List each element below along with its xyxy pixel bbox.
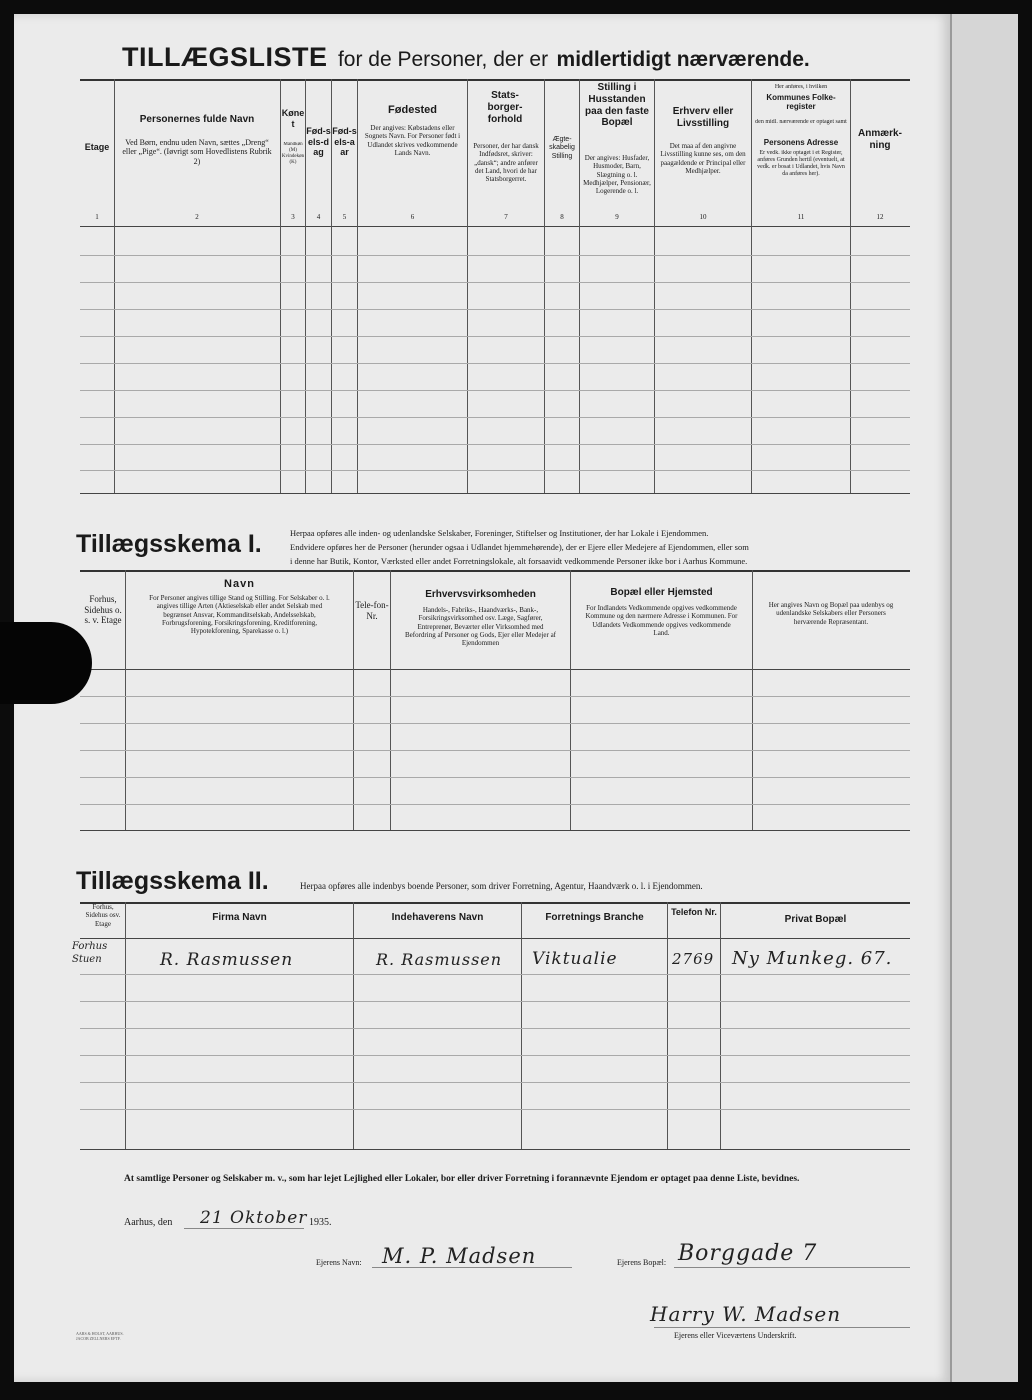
skema1-intro-line-3: i denne har Butik, Kontor, Værksted eller andet Forretningslokale, alt forsaavidt vedkommende Personer ikke bor i Aarhus Kommune. (290, 556, 748, 566)
col-erhverv-header: Erhverv eller Livsstilling (672, 106, 734, 129)
page-title (122, 42, 810, 73)
title-main: TILLÆGSLISTE (122, 42, 328, 72)
col-anmaerkning-header: Anmærk-ning (858, 128, 902, 151)
col-12-number: 12 (876, 213, 884, 221)
signature-handwritten: Harry W. Madsen (650, 1302, 842, 1326)
col-statsborger-header: Stats-borger-forhold (487, 90, 523, 125)
date-handwritten: 21 Oktober (200, 1208, 308, 1228)
skema2-row-branche: Viktualie (532, 949, 618, 969)
col-navn-desc: Ved Børn, endnu uden Navn, sættes „Dreng“ eller „Pige“. (Iøvrigt som Hovedlistens Rubrik 2) (122, 138, 272, 166)
signature-label: Ejerens eller Viceværtens Underskrift. (674, 1331, 797, 1340)
owner-name-label: Ejerens Navn: (316, 1258, 362, 1267)
skema2-intro: Herpaa opføres alle indenbys boende Personer, som driver Forretning, Agentur, Haandværk o. l. i Ejendommen. (300, 881, 703, 891)
col-6-number: 6 (410, 213, 415, 221)
col-etage-header: Etage (84, 142, 110, 152)
skema1-navn-header: Navn (224, 578, 255, 590)
skema1-erhverv-desc: Handels-, Fabriks-, Haandværks-, Bank-, Forsikringsvirksomhed osv. Læge, Sagfører, Entreprenør, Beværter eller Virksomhed med Befordring af Personer og Gods, Ejer eller Medejer af Ejendommen (404, 606, 557, 647)
adjacent-page-edge (952, 14, 1018, 1382)
skema1-repraesentant-desc: Her angives Navn og Bopæl paa udenbys og udenlandske Selskabers eller Personers herværende Repræsentant. (768, 601, 894, 626)
col-navn-header: Personernes fulde Navn (139, 114, 255, 125)
skema1-intro-line-1: Herpaa opføres alle inden- og udenlandske Selskaber, Foreninger, Stiftelser og Institutioner, der har Lokale i Ejendommen. (290, 528, 709, 538)
place-label: Aarhus, den (124, 1217, 173, 1228)
col-foedselsdag-header: Fød-sels-dag (306, 126, 331, 158)
skema2-firma-header: Firma Navn (212, 912, 267, 923)
col-register-mid: den midl. nærværende er optaget samt (755, 119, 847, 125)
skema2-indehaver-header: Indehaverens Navn (391, 912, 484, 923)
col-foedselsaar-header: Fød-sels-aar (332, 126, 357, 158)
title-end: midlertidigt nærværende. (556, 48, 810, 71)
col-koen-desc: Mandkøn (M) Kvindekøn (K) (281, 142, 305, 165)
col-koen-header: Kønet (281, 108, 305, 129)
skema1-bopael-desc: For Indlandets Vedkommende opgives vedkommende Kommune og den nærmere Adresse i Kommunen. For Udlandets Vedkommende opgives vedkommende Land. (585, 604, 738, 637)
skema1-title: Tillægsskema I. (76, 530, 262, 558)
skema2-row-firma: R. Rasmussen (160, 950, 294, 970)
col-8-number: 8 (560, 213, 564, 221)
owner-address-label: Ejerens Bopæl: (617, 1258, 667, 1267)
col-5-number: 5 (342, 213, 347, 221)
skema2-bopael-header: Privat Bopæl (784, 914, 847, 925)
col-register-desc: Er vedk. ikke optaget i et Register, anføres Grunden hertil (eventuelt, at vedk. er bosat i Udlandet, hvis Navn da anføres her). (757, 150, 845, 178)
col-7-number: 7 (504, 213, 508, 221)
skema1-etage-header: Forhus, Sidehus o. s. v. Etage (84, 594, 122, 626)
col-husstand-header: Stilling i Husstanden paa den faste Bopæl (585, 82, 649, 129)
skema2-branche-header: Forretnings Branche (545, 912, 644, 923)
col-4-number: 4 (316, 213, 321, 221)
col-10-number: 10 (699, 213, 707, 221)
skema2-row-indehaver: R. Rasmussen (376, 950, 503, 969)
col-statsborger-desc: Personer, der har dansk Indfødsret, skriver: „dansk“; andre anfører det Land, hvori de har Statsborgerret. (473, 142, 539, 183)
col-erhverv-desc: Det maa af den angivne Livsstilling kunne ses, om den paagældende er Principal eller Medhjælper. (660, 142, 746, 175)
year-text: 1935. (309, 1217, 332, 1228)
title-mid: for de Personer, der er (337, 48, 549, 71)
skema1-navn-desc: For Personer angives tillige Stand og Stilling. For Selskaber o. l. angives tillige Arten (Aktieselskab eller andet Selskab med begrænset Ansvar, Kommanditselskab, Andelsselskab, Forbrugsforening, Forsikringsforening, Kreditforening, Hypotekforening, Sparekasse o. l.) (149, 594, 330, 635)
col-husstand-desc: Der angives: Husfader, Husmoder, Barn, Slægtning o. l. Medhjælper, Pensionær, Logerende o. l. (583, 154, 651, 195)
skema1-bopael-header: Bopæl eller Hjemsted (610, 587, 713, 598)
col-3-number: 3 (291, 213, 295, 221)
skema1-intro-line-2: Endvidere opføres her de Personer (herunder ogsaa i Udlandet hjemmehørende), der er Ejere eller Medejere af Ejendommen, eller som (290, 542, 749, 552)
skema2-telefon-header: Telefon Nr. (671, 907, 717, 917)
skema2-etage-header: Forhus, Sidehus osv. Etage (85, 903, 121, 928)
skema1-erhverv-header: Erhvervsvirksomheden (425, 589, 536, 600)
skema2-row-bopael: Ny Munkeg. 67. (732, 948, 893, 969)
col-foedested-desc: Der angives: Købstadens eller Sognets Navn. For Personer født i Udlandet skrives vedkommende Lands Navn. (364, 124, 461, 157)
col-foedested-header: Fødested (388, 104, 437, 116)
col-1-number: 1 (95, 213, 99, 221)
col-9-number: 9 (615, 213, 619, 221)
declaration-text: At samtlige Personer og Selskaber m. v., som har lejet Lejlighed eller Lokaler, bor eller driver Forretning i forannævnte Ejendom er optaget paa denne Liste, bevidnes. (124, 1174, 800, 1184)
skema2-row-telefon: 2769 (672, 950, 715, 968)
skema2-title: Tillægsskema II. (76, 867, 269, 895)
thumb-shadow (0, 622, 92, 704)
col-adresse-header: Personens Adresse (763, 138, 839, 147)
col-11-number: 11 (797, 213, 805, 221)
printer-imprint: AARS & HOLST, AARHUS. JACOB ZELLNERS EFTF. (76, 1331, 124, 1341)
col-aegteskab-header: Ægte-skabelig Stilling (549, 136, 575, 160)
form-page (14, 14, 950, 1382)
col-2-number: 2 (195, 213, 199, 221)
col-register-top: Her anføres, i hvilken (774, 84, 828, 90)
skema2-row-etage: Forhus Stuen (72, 941, 108, 965)
owner-address-handwritten: Borggade 7 (678, 1241, 818, 1266)
owner-name-handwritten: M. P. Madsen (382, 1244, 537, 1268)
skema1-telefon-header: Tele-fon-Nr. (355, 600, 389, 621)
col-register-header: Kommunes Folke-register (766, 93, 836, 112)
